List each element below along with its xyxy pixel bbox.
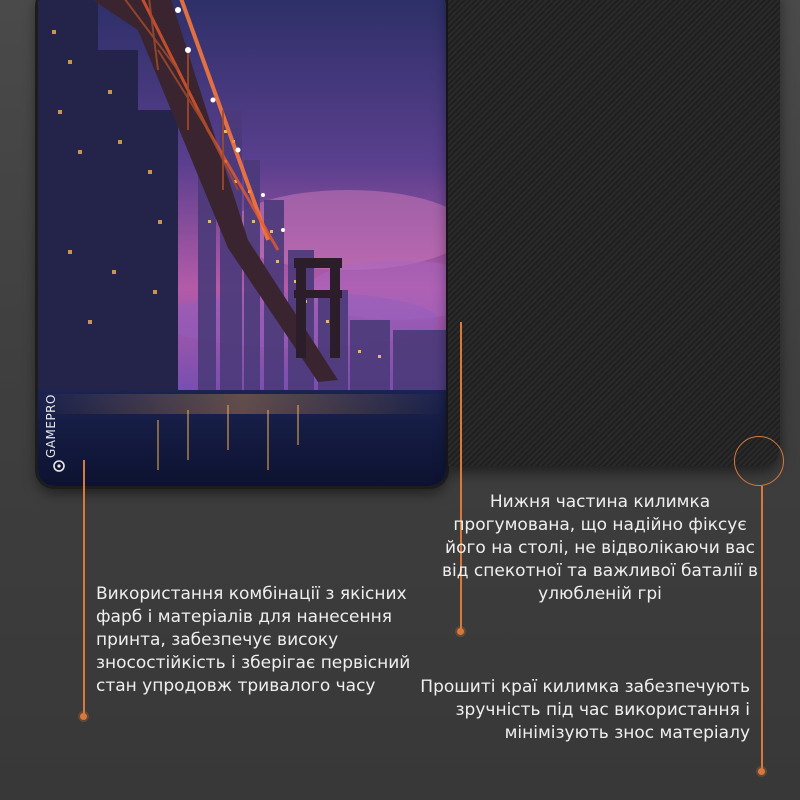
brand-logo-text: GAMEPRO bbox=[44, 394, 58, 458]
stitched-edges-caption: Прошиті краї килимка забезпечують зручність під час використання і мінімізують знос матеріалу bbox=[420, 677, 750, 743]
rubber-callout-dot bbox=[457, 628, 464, 635]
edge-callout-dot bbox=[758, 768, 765, 775]
mousepad-rubber-base bbox=[448, 0, 780, 466]
print-quality-caption: Використання комбінації з якісних фарб і матеріалів для нанесення принта, забезпечує високу зносостійкість і зберігає первісний стан упродовж тривалого часу bbox=[96, 584, 411, 696]
edge-callout-line bbox=[761, 486, 763, 770]
city-bridge-night-icon bbox=[38, 0, 446, 486]
mousepad-print-surface bbox=[38, 0, 446, 486]
print-callout-dot bbox=[80, 713, 87, 720]
stitched-edge-highlight-ring bbox=[734, 436, 784, 486]
print-callout-line bbox=[83, 460, 85, 716]
rubber-base-caption: Нижня частина килимка прогумована, що надійно фіксує його на столі, не відволікаючи вас від спекотної та важливої баталії в улюбленій грі bbox=[442, 492, 758, 604]
